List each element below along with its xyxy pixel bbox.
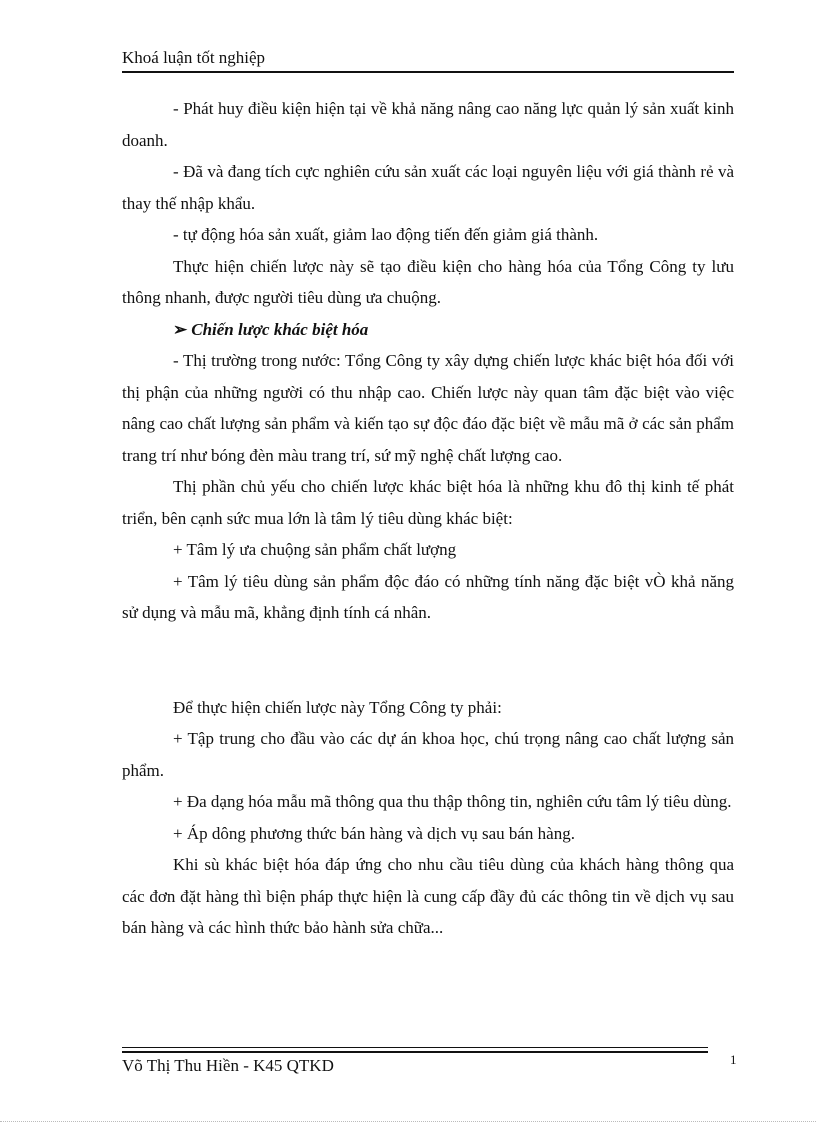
footer-rule-bottom (122, 1051, 708, 1053)
paragraph-9: Để thực hiện chiến lược này Tổng Công ty phải: (173, 697, 502, 717)
blank-space (122, 629, 734, 692)
paragraph-8: + Tâm lý tiêu dùng sản phẩm độc đáo có những tính năng đặc biệt vÒ khả năng sử dụng và mẫu mã, khẳng định tính cá nhân. (122, 571, 734, 622)
paragraph-10: + Tập trung cho đầu vào các dự án khoa học, chú trọng nâng cao chất lượng sản phẩm. (122, 729, 734, 780)
footer-author: Võ Thị Thu Hiền - K45 QTKD (122, 1056, 334, 1075)
paragraph-12: + Áp dông phương thức bán hàng và dịch vụ sau bán hàng. (173, 823, 575, 843)
paragraph-11: + Đa dạng hóa mẫu mã thông qua thu thập thông tin, nghiên cứu tâm lý tiêu dùng. (173, 792, 732, 811)
paragraph-3: - tự động hóa sản xuất, giảm lao động tiến đến giảm giá thành. (173, 225, 599, 244)
paragraph-7: + Tâm lý ưa chuộng sản phẩm chất lượng (173, 540, 457, 559)
section-heading (122, 314, 734, 346)
section-heading-text: Chiến lược khác biệt hóa (191, 319, 369, 339)
paragraph-13: Khi sù khác biệt hóa đáp ứng cho nhu cầu tiêu dùng của khách hàng thông qua các đơn đặt hàng thì biện pháp thực hiện là cung cấp đầy đủ các thông tin về dịch vụ sau bán hàng và các hình thức bảo hành sửa chữa... (122, 855, 734, 937)
page-header-title: Khoá luận tốt nghiệp (122, 48, 266, 67)
paragraph-6: Thị phần chủ yếu cho chiến lược khác biệt hóa là những khu đô thị kinh tế phát triển, bên cạnh sức mua lớn là tâm lý tiêu dùng khác biệt: (122, 477, 734, 528)
page-boundary (0, 1121, 816, 1122)
page-number: 1 (730, 1052, 737, 1067)
document-body (122, 93, 734, 944)
arrow-bullet-icon: ➢ (173, 319, 188, 339)
footer-rule-top (122, 1047, 708, 1048)
paragraph-1: - Phát huy điều kiện hiện tại về khả năng nâng cao năng lực quản lý sản xuất kinh doanh. (122, 99, 734, 150)
header-rule (122, 71, 734, 73)
paragraph-4: Thực hiện chiến lược này sẽ tạo điều kiện cho hàng hóa của Tổng Công ty lưu thông nhanh, được người tiêu dùng ưa chuộng. (122, 256, 734, 307)
paragraph-5: - Thị trường trong nước: Tổng Công ty xây dựng chiến lược khác biệt hóa đối với thị phận của những người có thu nhập cao. Chiến lược này quan tâm đặc biệt vào việc nâng cao chất lượng sản phẩm và kiến tạo sự độc đáo đặc biệt về mẫu mã ở các sản phẩm trang trí như bóng đèn màu trang trí, sứ mỹ nghệ chất lượng cao. (122, 351, 734, 465)
paragraph-2: - Đã và đang tích cực nghiên cứu sản xuất các loại nguyên liệu với giá thành rẻ và thay thế nhập khẩu. (122, 162, 734, 213)
